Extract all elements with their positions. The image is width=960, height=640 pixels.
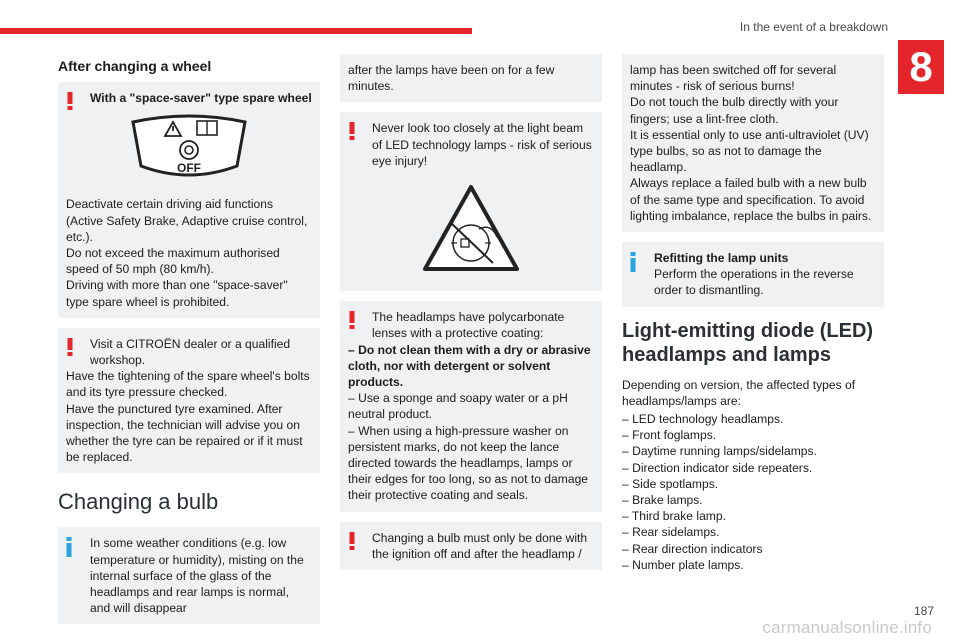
warning-line: Have the punctured tyre examined. After inspection, the technician will advise you on whether the tyre can be repaired or if it must be replaced. (66, 401, 303, 465)
warning-icon (348, 532, 356, 550)
warning-text: Never look too closely at the light beam of LED technology lamps - risk of serious eye injury! (372, 121, 592, 168)
section-title: In the event of a breakdown (739, 20, 888, 34)
info-icon (66, 537, 72, 557)
heading-changing-bulb: Changing a bulb (58, 489, 219, 515)
warning-list-item: – Do not clean them with a dry or abrasive cloth, nor with detergent or solvent products. (348, 342, 591, 390)
warning-text: The headlamps have polycarbonate lenses with a protective coating: (372, 310, 565, 341)
info-title: Refitting the lamp units (654, 251, 789, 266)
list-item: – Number plate lamps. (622, 557, 744, 572)
warning-title: With a "space-saver" type spare wheel (90, 91, 312, 105)
dashboard-off-icon (127, 114, 251, 180)
warning-list-item: – Use a sponge and soapy water or a pH neutral product. (348, 391, 568, 422)
info-text: after the lamps have been on for a few minutes. (348, 63, 555, 94)
led-eye-illustration (348, 183, 594, 279)
warning-box-led-eye (340, 112, 602, 291)
warning-line: Visit a CITROËN dealer or a qualified workshop. (90, 336, 291, 368)
lamp-type-list (622, 411, 884, 573)
warning-box-space-saver (58, 82, 320, 318)
warning-box-dealer (58, 328, 320, 474)
no-look-led-icon (421, 183, 521, 275)
warning-list-item: – When using a high-pressure washer on persistent marks, do not keep the lance directed towards the headlamps, lamps or their edges for too long, so as not to damage their protective coating and seals. (348, 423, 589, 503)
off-label: OFF (177, 161, 201, 176)
list-item: – Third brake lamp. (622, 509, 726, 524)
warning-text: Changing a bulb must only be done with the ignition off and after the headlamp / (372, 530, 588, 561)
list-item: – Rear direction indicators (622, 541, 763, 556)
list-item: – Side spotlamps. (622, 476, 719, 491)
warning-box-continued (622, 54, 884, 232)
warning-line: Do not touch the bulb directly with your fingers; use a lint-free cloth. (630, 95, 839, 126)
list-item: – LED technology headlamps. (622, 412, 784, 427)
list-item: – Rear sidelamps. (622, 525, 720, 540)
warning-icon (66, 338, 74, 356)
warning-icon (66, 92, 74, 110)
watermark: carmanualsonline.info (762, 618, 932, 637)
list-item: – Front foglamps. (622, 428, 717, 443)
column-2 (340, 54, 602, 580)
list-item: – Brake lamps. (622, 493, 703, 508)
warning-line: lamp has been switched off for several minutes - risk of serious burns! (630, 63, 837, 94)
warning-icon (348, 122, 356, 140)
warning-icon (348, 311, 356, 329)
warning-line: Deactivate certain driving aid functions (Active Safety Brake, Adaptive cruise control, etc.). (66, 197, 308, 244)
warning-line: Always replace a failed bulb with a new bulb of the same type and specification. To avoid lighting imbalance, replace the bulbs in pairs. (630, 176, 872, 223)
info-text: In some weather conditions (e.g. low temperature or humidity), misting on the internal surface of the glass of the headlamps and rear lamps is normal, and will disappear (90, 536, 304, 616)
column-1 (58, 54, 320, 634)
warning-box-polycarbonate (340, 301, 602, 511)
heading-after-changing-wheel: After changing a wheel (58, 58, 212, 74)
warning-line: Do not exceed the maximum authorised speed of 50 mph (80 km/h). (66, 246, 280, 277)
intro-text: Depending on version, the affected types of headlamps/lamps are: (622, 377, 856, 408)
chapter-number-badge: 8 (898, 40, 944, 94)
info-box-misting (58, 527, 320, 624)
info-text: Perform the operations in the reverse order to dismantling. (654, 267, 854, 298)
info-icon (630, 252, 636, 272)
warning-line: Driving with more than one "space-saver" type spare wheel is prohibited. (66, 278, 288, 309)
info-box-refitting (622, 242, 884, 307)
header-accent-bar (0, 28, 472, 34)
page-number: 187 (913, 604, 934, 618)
list-item: – Daytime running lamps/sidelamps. (622, 444, 817, 459)
info-box-continued (340, 54, 602, 102)
dashboard-illustration (66, 114, 312, 184)
warning-line: It is essential only to use anti-ultraviolet (UV) type bulbs, so as not to damage the headlamp. (630, 127, 869, 175)
warning-box-ignition (340, 522, 602, 570)
warning-line: Have the tightening of the spare wheel's bolts and its tyre pressure checked. (66, 369, 310, 400)
list-item: – Direction indicator side repeaters. (622, 460, 813, 475)
column-3 (622, 54, 884, 573)
heading-led-lamps: Light-emitting diode (LED) headlamps and lamps (622, 319, 874, 366)
